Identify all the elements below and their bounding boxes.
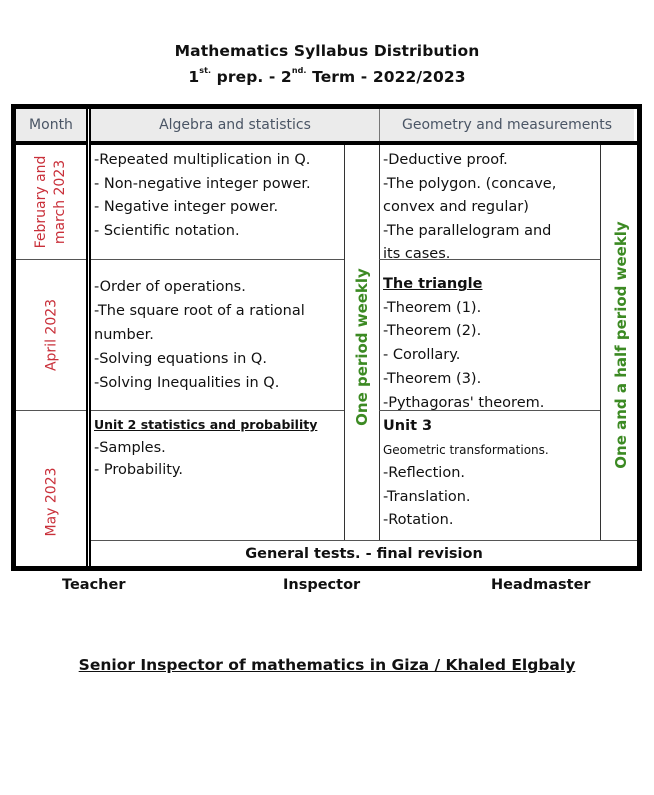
prep-text: prep. - 2 (211, 68, 292, 86)
senior-inspector-footer: Senior Inspector of mathematics in Giza / Khaled Elgbaly (78, 656, 576, 674)
topic-heading: Unit 2 statistics and probability (94, 417, 318, 432)
algebra-period-divider (344, 145, 345, 540)
syllabus-table (11, 104, 642, 571)
topic-item: its cases. (383, 246, 451, 262)
row-2-algebra-topics (91, 273, 344, 395)
topic-item: -Order of operations. (94, 279, 246, 295)
topic-item: -Samples. (94, 439, 166, 456)
topic-item: - Corollary. (383, 347, 461, 364)
topic-item: - Probability. (94, 462, 184, 478)
topic-item: -Theorem (3). (383, 370, 482, 387)
table-body (16, 109, 637, 566)
topic-item: - Scientific notation. (94, 222, 240, 239)
header-divider (16, 141, 637, 145)
topic-item: convex and regular) (383, 199, 529, 215)
topic-item: - Negative integer power. (94, 199, 279, 215)
term-superscript: nd. (291, 66, 307, 75)
topic-item: -The parallelogram and (383, 222, 552, 239)
topic-item: -The polygon. (concave, (383, 175, 557, 192)
topic-item: - Non-negative integer power. (94, 175, 311, 192)
final-row-divider (91, 540, 637, 541)
topic-item: -Solving equations in Q. (94, 351, 267, 367)
topic-item: -Theorem (1). (383, 299, 482, 316)
topic-item: number. (94, 327, 154, 343)
topic-item: -Translation. (383, 488, 471, 505)
header-column-divider (379, 109, 380, 141)
row-divider-1-month (16, 259, 86, 260)
row-divider-2-algebra (91, 410, 344, 411)
topic-item: -Reflection. (383, 465, 465, 481)
row-3-algebra-topics (91, 412, 344, 482)
signature-teacher: Teacher (62, 577, 126, 593)
topic-subheading: Geometric transformations. (383, 442, 549, 457)
final-revision-row: General tests. - final revision (245, 546, 483, 562)
month-label-may: May 2023 (43, 467, 60, 537)
row-3-geometry-topics (380, 413, 600, 533)
header-month: Month (16, 109, 86, 141)
row-divider-2-month (16, 410, 86, 411)
geometry-period-divider (600, 145, 601, 540)
row-divider-1-algebra (91, 259, 344, 260)
geometry-period-label: One and a half period weekly (612, 221, 630, 469)
signature-headmaster: Headmaster (491, 577, 591, 593)
row-1-algebra-topics (91, 147, 344, 243)
term-text: Term - 2022/2023 (306, 68, 466, 86)
prep-number: 1 (188, 68, 200, 86)
row-1-geometry-topics (380, 147, 600, 267)
algebra-period-label: One period weekly (353, 268, 371, 426)
document-title: Mathematics Syllabus Distribution (174, 42, 480, 60)
topic-item: -Pythagoras' theorem. (383, 394, 545, 411)
header-geometry: Geometry and measurements (380, 109, 634, 141)
topic-heading: Unit 3 (383, 418, 433, 434)
header-algebra: Algebra and statistics (91, 109, 379, 141)
topic-item: -Rotation. (383, 512, 454, 528)
month-label-april: April 2023 (43, 298, 60, 372)
topic-item: -The square root of a rational (94, 303, 305, 319)
topic-item: -Repeated multiplication in Q. (94, 152, 311, 168)
prep-superscript: st. (199, 66, 212, 75)
topic-item: -Deductive proof. (383, 152, 508, 168)
signature-inspector: Inspector (283, 577, 361, 593)
month-label-feb-march: February and march 2023 (33, 155, 68, 249)
topic-item: -Solving Inequalities in Q. (94, 375, 280, 391)
topic-item: -Theorem (2). (383, 323, 482, 340)
row-2-geometry-topics (380, 271, 600, 415)
document-subtitle (0, 66, 654, 86)
topic-heading: The triangle (383, 276, 483, 292)
